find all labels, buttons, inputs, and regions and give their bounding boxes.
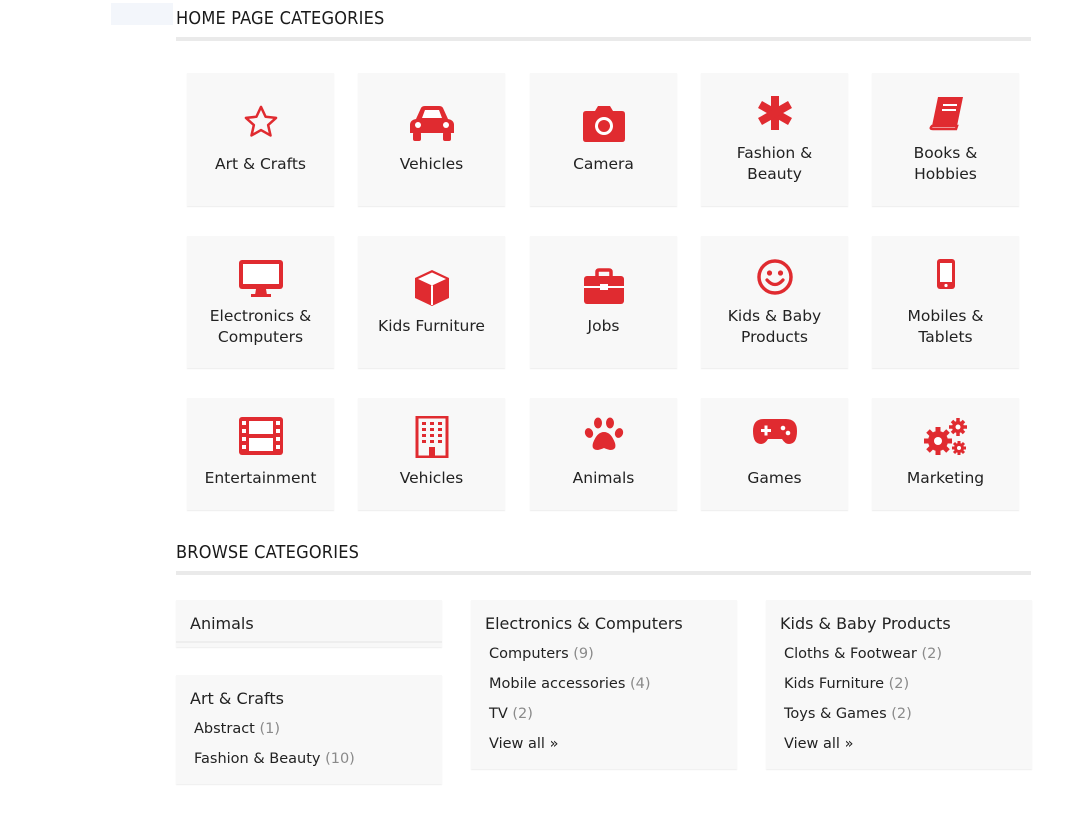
subcategory-count: (1) [259,721,281,737]
category-tile-label: Jobs [587,317,620,335]
category-group-title[interactable]: Electronics & Computers [485,614,683,633]
category-tile[interactable] [530,73,677,206]
category-tile-label: Mobiles & Tablets [907,307,984,346]
category-group-title[interactable]: Animals [190,614,254,633]
subcategory-name: Fashion & Beauty [194,751,321,767]
subcategory-list [485,639,723,759]
category-tile-label: Books & Hobbies [913,144,978,183]
category-tile-label: Kids Furniture [378,317,485,335]
category-tile-label: Animals [572,469,635,487]
category-group [471,600,737,769]
subcategory-name: Toys & Games [784,706,887,722]
category-tile-label: Vehicles [399,469,464,487]
category-tile-label: Games [747,469,802,487]
view-all-link[interactable]: View all » [784,736,854,752]
subcategory-count: (2) [512,706,533,722]
asterisk-icon [701,95,848,131]
category-tile[interactable] [872,236,1019,368]
building-icon [358,416,505,458]
gears-icon [872,416,1019,458]
browse-column [471,600,737,799]
category-tile[interactable] [358,398,505,510]
subcategory-count: (4) [629,676,651,692]
subcategory-name: TV [489,706,508,722]
smiley-icon [701,258,848,296]
subcategory-link[interactable] [784,669,1018,699]
category-group-title[interactable]: Kids & Baby Products [780,614,951,633]
film-icon [187,416,334,456]
briefcase-icon [530,268,677,306]
subcategory-name: Kids Furniture [784,676,885,692]
subcategory-name: Mobile accessories [489,676,626,692]
browse-column [766,600,1032,799]
group-divider [176,641,442,643]
browse-column [176,600,442,814]
subcategory-link[interactable] [489,639,723,669]
category-tile-label: Art & Crafts [214,155,307,173]
category-tile-label: Marketing [906,469,985,487]
category-group [766,600,1032,769]
header-remnant [111,3,173,25]
category-tile-label: Vehicles [399,155,464,173]
camera-icon [530,103,677,143]
subcategory-name: Cloths & Footwear [784,646,917,662]
category-tile-label: Camera [573,155,634,173]
paw-icon [530,416,677,452]
category-group-title[interactable]: Art & Crafts [190,689,284,708]
subcategory-count: (2) [891,706,912,722]
subcategory-count: (9) [573,646,594,662]
home-categories-title: HOME PAGE CATEGORIES [176,8,1031,41]
subcategory-list [780,639,1018,759]
subcategory-link[interactable] [194,744,428,774]
category-tile[interactable] [701,73,848,206]
category-tile[interactable] [187,236,334,368]
car-icon [358,103,505,143]
category-tile[interactable] [530,236,677,368]
category-tile[interactable] [187,398,334,510]
subcategory-count: (10) [325,751,355,767]
subcategory-link[interactable] [194,714,428,744]
subcategory-name: Abstract [194,721,255,737]
gamepad-icon [701,416,848,446]
view-all-link[interactable]: View all » [489,736,559,752]
book-icon [872,95,1019,131]
category-group [176,600,442,647]
subcategory-link[interactable] [784,699,1018,729]
category-tile-label: Kids & Baby Products [727,307,822,346]
category-tile[interactable] [358,236,505,368]
category-tile[interactable] [358,73,505,206]
subcategory-link[interactable] [489,669,723,699]
star-icon [187,103,334,141]
category-tile[interactable] [187,73,334,206]
category-tile-label: Fashion & Beauty [736,144,813,183]
subcategory-count: (2) [888,676,910,692]
category-tile[interactable] [701,236,848,368]
subcategory-link[interactable] [784,639,1018,669]
cube-icon [358,268,505,308]
subcategory-link[interactable] [489,699,723,729]
mobile-icon [872,258,1019,290]
subcategory-name: Computers [489,646,569,662]
subcategory-count: (2) [921,646,943,662]
category-tile-label: Entertainment [204,469,317,487]
subcategory-list [190,714,428,774]
category-tile[interactable] [530,398,677,510]
category-tile-label: Electronics & Computers [209,307,312,346]
category-tile[interactable] [872,73,1019,206]
browse-categories-title: BROWSE CATEGORIES [176,542,1031,575]
category-tile[interactable] [701,398,848,510]
category-tile[interactable] [872,398,1019,510]
category-group [176,675,442,784]
monitor-icon [187,258,334,298]
